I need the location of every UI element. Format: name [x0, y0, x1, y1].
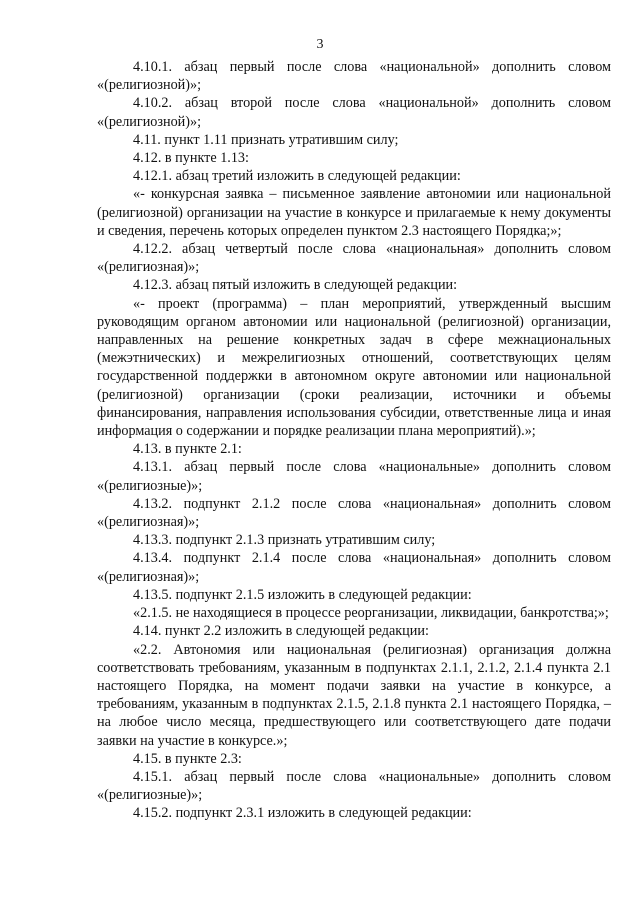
paragraph-4-14: 4.14. пункт 2.2 изложить в следующей редакции: [133, 623, 429, 640]
paragraph-4-13-5: 4.13.5. подпункт 2.1.5 изложить в следующей редакции: [133, 586, 472, 603]
paragraph-4-13-3: 4.13.3. подпункт 2.1.3 признать утратившим силу; [133, 532, 436, 549]
paragraph-4-10-2: 4.10.2. абзац второй после слова «национальной» дополнить словом «(религиозной)»; [97, 95, 611, 130]
paragraph-4-11: 4.11. пункт 1.11 признать утратившим силу; [133, 131, 399, 148]
paragraph-4-13-2: 4.13.2. подпункт 2.1.2 после слова «национальная» дополнить словом «(религиозная)»; [97, 495, 611, 531]
paragraph-4-13: 4.13. в пункте 2.1: [133, 441, 242, 458]
paragraph-4-12: 4.12. в пункте 1.13: [133, 150, 249, 167]
paragraph-4-15-1: 4.15.1. абзац первый после слова «национальные» дополнить словом «(религиозные)»; [97, 768, 611, 804]
paragraph-4-10-1: 4.10.1. абзац первый после слова «национальной» дополнить словом «(религиозной)»; [97, 59, 611, 94]
paragraph-4-12-3: 4.12.3. абзац пятый изложить в следующей редакции: [133, 277, 458, 294]
paragraph-4-12-2: 4.12.2. абзац четвертый после слова «национальная» дополнить словом «(религиозная)»; [97, 241, 611, 276]
paragraph-4-12-1: 4.12.1. абзац третий изложить в следующей редакции: [133, 168, 461, 185]
paragraph-quote-proekt: «- проект (программа) – план мероприятий, утвержденный высшим руководящим органом автономии или национальной (религиозной) организации, направленных на решение конкретных задач в сфере межнациональных (межэтнических) и межрелигиозных отношений, соответствующих целям государственной поддержки в автономном округе автономии или национальной (религиозной) организации (сроки реализации, источники и объемы финансирования, направления использования субсидии, ответственные лица и иная информация о содержании и порядке реализации плана мероприятий).»; [97, 295, 611, 440]
paragraph-quote-2-1-5: «2.1.5. не находящиеся в процессе реорганизации, ликвидации, банкротства;»; [133, 605, 609, 622]
page-number: 3 [316, 37, 324, 52]
paragraph-quote-konkursnaya-zayavka: «- конкурсная заявка – письменное заявление автономии или национальной (религиозной) организации на участие в конкурсе и прилагаемые к нему документы и сведения, перечень которых определен пунктом 2.3 настоящего Порядка;»; [97, 186, 611, 239]
paragraph-4-15-2: 4.15.2. подпункт 2.3.1 изложить в следующей редакции: [133, 805, 472, 822]
paragraph-4-13-1: 4.13.1. абзац первый после слова «национальные» дополнить словом «(религиозные)»; [97, 459, 611, 494]
document-body [97, 58, 611, 823]
paragraph-4-13-4: 4.13.4. подпункт 2.1.4 после слова «национальная» дополнить словом «(религиозная)»; [97, 550, 611, 585]
paragraph-quote-2-2: «2.2. Автономия или национальная (религиозная) организация должна соответствовать требованиям, указанным в подпунктах 2.1.1, 2.1.2, 2.1.4 пункта 2.1 настоящего Порядка, на момент подачи заявки на участие в конкурсе, а требованиям, указанным в подпунктах 2.1.5, 2.1.8 пункта 2.1 настоящего Порядка, – на любое число месяца, предшествующего или соответствующего дате подачи заявки на участие в конкурсе.»; [97, 641, 611, 749]
paragraph-4-15: 4.15. в пункте 2.3: [133, 750, 242, 767]
